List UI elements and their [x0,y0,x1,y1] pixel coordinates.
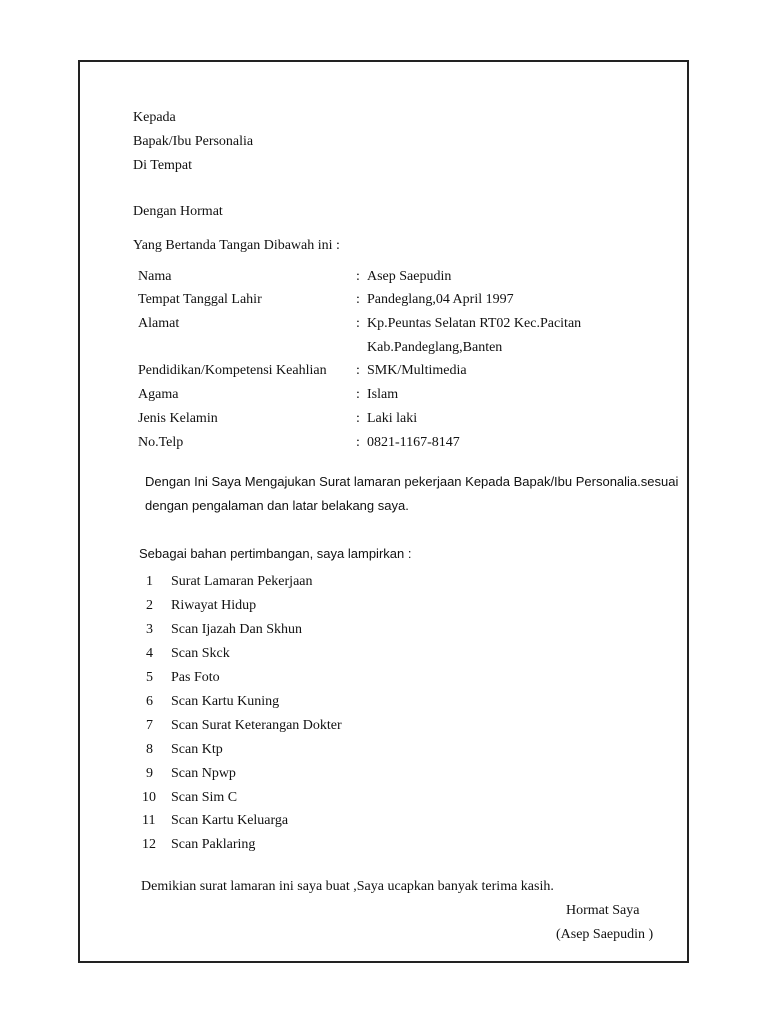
identity-value: Laki laki [367,411,418,426]
list-item-number: 1 [146,574,153,589]
identity-colon: : [356,269,360,284]
list-item-text: Scan Npwp [171,766,236,781]
list-item-text: Scan Kartu Kuning [171,694,280,709]
list-item-number: 11 [142,813,156,828]
list-item-text: Riwayat Hidup [171,598,257,613]
list-item-text: Pas Foto [171,670,220,685]
identity-label: Pendidikan/Kompetensi Keahlian [138,363,327,378]
identity-value: Pandeglang,04 April 1997 [367,292,514,307]
identity-label: Tempat Tanggal Lahir [138,292,262,307]
intro-line: Yang Bertanda Tangan Dibawah ini : [133,238,340,253]
identity-label: Agama [138,387,179,402]
salutation-line-1: Kepada [133,110,176,125]
salutation-line-2: Bapak/Ibu Personalia [133,134,254,149]
identity-label: Alamat [138,316,180,331]
list-item-text: Scan Surat Keterangan Dokter [171,718,342,733]
list-item-number: 4 [146,646,153,661]
identity-colon: : [356,292,360,307]
list-item-text: Surat Lamaran Pekerjaan [171,574,313,589]
closing-sentence: Demikian surat lamaran ini saya buat ,Saya ucapkan banyak terima kasih. [141,879,554,894]
identity-colon: : [356,435,360,450]
identity-colon: : [356,411,360,426]
identity-value: Kab.Pandeglang,Banten [367,340,503,355]
identity-value: Islam [367,387,399,402]
identity-value: Kp.Peuntas Selatan RT02 Kec.Pacitan [367,316,582,331]
signoff: Hormat Saya [566,903,640,918]
greeting: Dengan Hormat [133,204,223,219]
identity-value: Asep Saepudin [367,269,452,284]
list-item-number: 6 [146,694,153,709]
list-item-text: Scan Sim C [171,790,238,805]
identity-colon: : [356,363,360,378]
body-paragraph-line-1: Dengan Ini Saya Mengajukan Surat lamaran pekerjaan Kepada Bapak/Ibu Personalia.sesuai [145,474,679,489]
list-item-number: 9 [146,766,153,781]
signature-name: (Asep Saepudin ) [556,927,654,942]
identity-value: SMK/Multimedia [367,363,467,378]
identity-label: No.Telp [138,435,184,450]
list-item-text: Scan Ijazah Dan Skhun [171,622,303,637]
list-item-text: Scan Skck [171,646,230,661]
salutation-line-3: Di Tempat [133,158,193,173]
identity-label: Jenis Kelamin [138,411,218,426]
list-item-number: 2 [146,598,153,613]
list-item-text: Scan Kartu Keluarga [171,813,289,828]
list-item-number: 7 [146,718,153,733]
list-item-number: 5 [146,670,153,685]
list-item-number: 12 [142,837,156,852]
attachments-intro: Sebagai bahan pertimbangan, saya lampirkan : [139,546,412,561]
list-item-text: Scan Paklaring [171,837,256,852]
identity-value: 0821-1167-8147 [367,435,460,450]
list-item-number: 8 [146,742,153,757]
body-paragraph-line-2: dengan pengalaman dan latar belakang saya. [145,498,409,513]
list-item-text: Scan Ktp [171,742,223,757]
identity-label: Nama [138,269,172,284]
identity-colon: : [356,316,360,331]
list-item-number: 10 [142,790,156,805]
identity-colon: : [356,387,360,402]
list-item-number: 3 [146,622,153,637]
